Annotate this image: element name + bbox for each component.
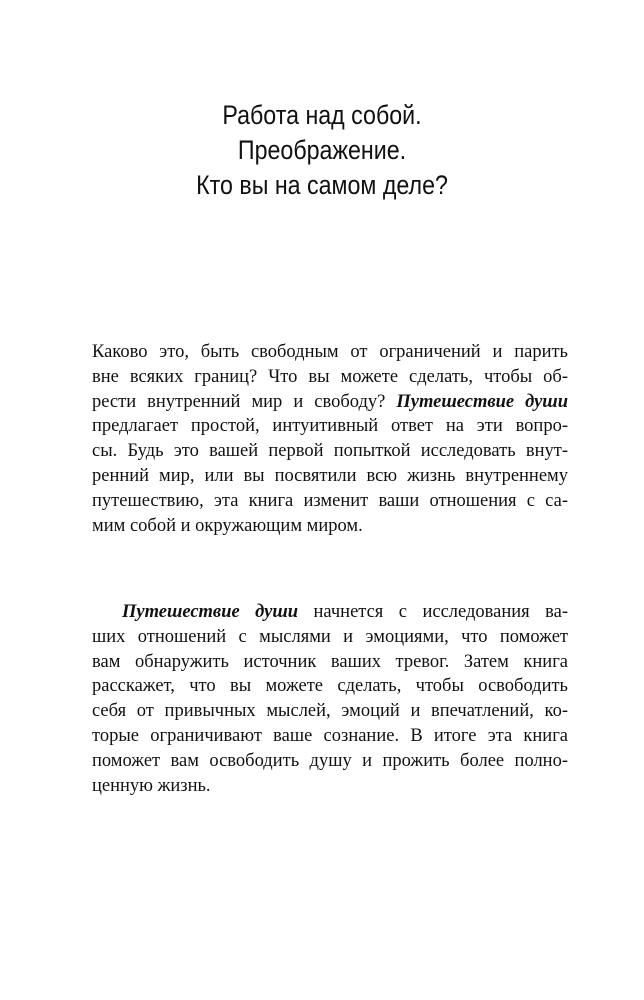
paragraph-2-line-5: себя от привычных мыслей, эмоций и впечатлений, ко- [92, 701, 568, 722]
paragraph-1-line-2: вне всяких границ? Что вы можете сделать, чтобы об- [92, 366, 568, 387]
paragraph-1-line-6: ренний мир, или вы посвятили всю жизнь внутреннему [92, 465, 568, 486]
title-line-3: Кто вы на самом деле? [196, 170, 448, 200]
paragraph-1-line-4: предлагает простой, интуитивный ответ на эти вопро- [92, 416, 568, 437]
paragraph-2-line-1-text: начнется с исследования ва- [313, 602, 568, 622]
paragraph-1-line-8: мим собой и окружающим миром. [92, 515, 363, 536]
paragraph-2-line-4: расскажет, что вы можете сделать, чтобы освободить [92, 676, 568, 697]
paragraph-2-line-6: торые ограничивают ваше сознание. В итоге эта книга [92, 725, 568, 746]
paragraph-2-line-7: поможет вам освободить душу и прожить более полно- [92, 750, 568, 771]
paragraph-2-line-8: ценную жизнь. [92, 775, 211, 796]
paragraph-1-line-3 [92, 390, 568, 415]
paragraph-2-line-2: ших отношений с мыслями и эмоциями, что поможет [92, 626, 568, 647]
paragraph-2 [92, 600, 568, 798]
paragraph-1-line-1: Каково это, быть свободным от ограничений и парить [92, 342, 568, 362]
paragraph-1-line-3-text: рести внутренний мир и свободу? [92, 391, 386, 412]
book-title-emphasis-2: Путешествие души [122, 602, 299, 622]
title-line-2: Преображение. [237, 135, 407, 165]
book-title-emphasis: Путешествие души [396, 391, 568, 412]
paragraph-2-line-1 [92, 600, 568, 625]
paragraph-1-line-7: путешествию, эта книга изменит ваши отношения с са- [92, 490, 568, 511]
title-line-1: Работа над собой. [222, 100, 422, 130]
paragraph-1-line-5: сы. Будь это вашей первой попыткой исследовать внут- [92, 441, 568, 462]
paragraph-2-line-3: вам обнаружить источник ваших тревог. Затем книга [92, 651, 568, 672]
paragraph-1 [92, 340, 568, 538]
page-title [45, 98, 599, 203]
